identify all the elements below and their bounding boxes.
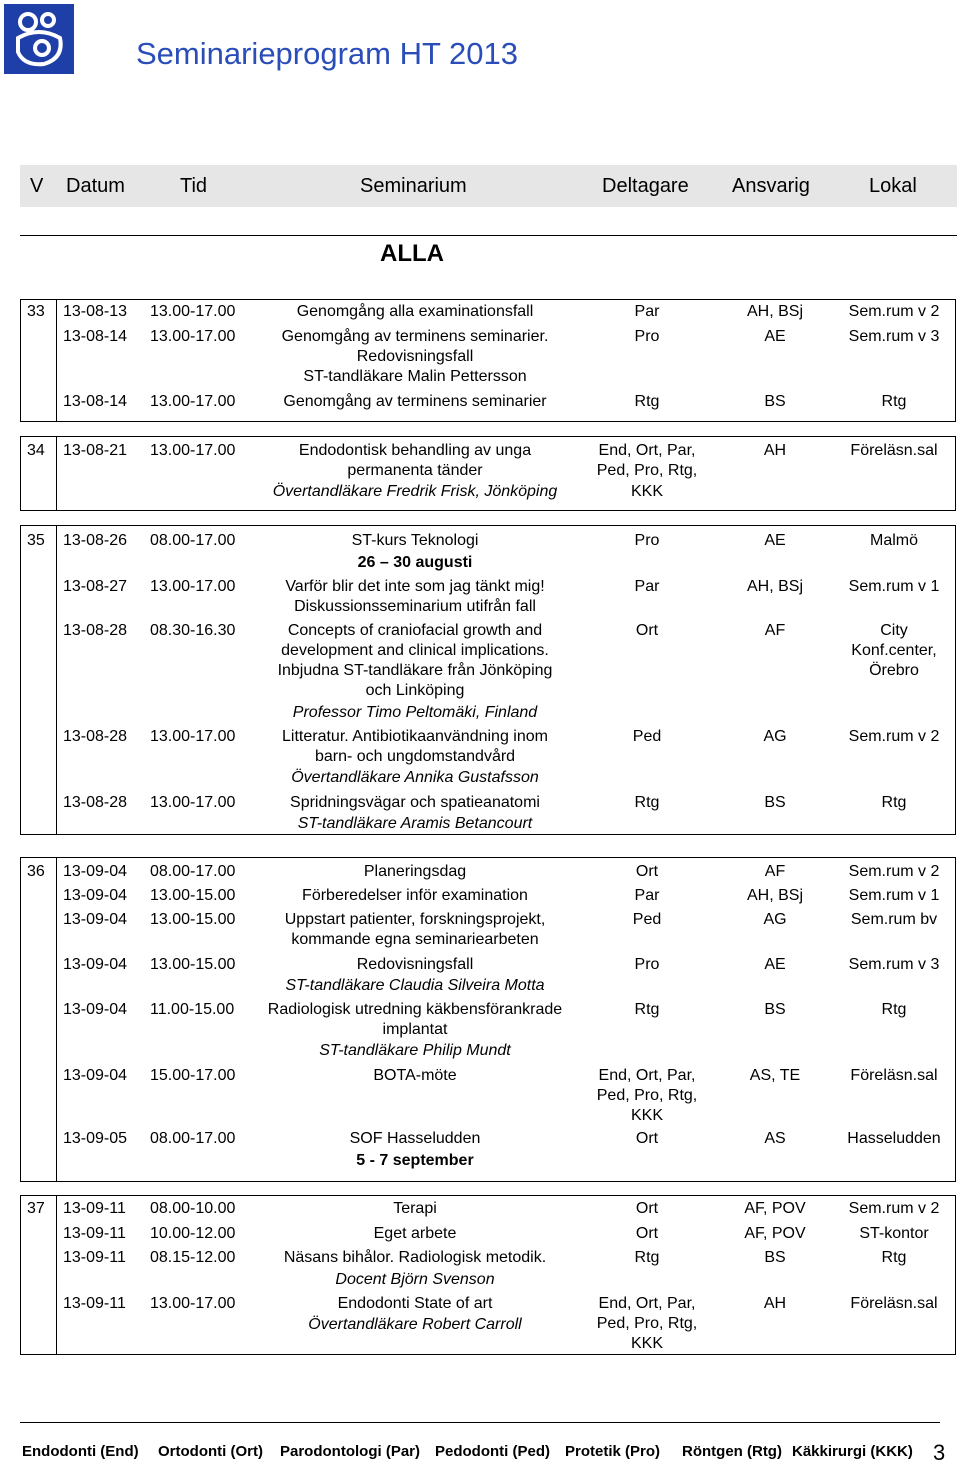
- week-divider: [56, 300, 57, 421]
- row-participants: Ort: [635, 1200, 659, 1217]
- week-divider: [56, 526, 57, 834]
- row-seminar: Endodontisk behandling av unga: [298, 442, 532, 459]
- row-room-line: Konf.center,: [851, 642, 937, 659]
- row-responsible: AF: [764, 622, 786, 639]
- row-room: City: [880, 622, 908, 639]
- legend-ortodonti: Ortodonti (Ort): [158, 1443, 263, 1460]
- row-seminar: Endodonti State of art: [337, 1295, 493, 1312]
- week-divider: [56, 858, 57, 1181]
- row-responsible: AH, BSj: [746, 578, 803, 595]
- row-date: 13-09-04: [63, 956, 128, 973]
- row-seminar: Litteratur. Antibiotikaanvändning inom: [282, 728, 548, 745]
- row-date: 13-09-04: [63, 1001, 128, 1018]
- row-seminar-speaker: ST-tandläkare Claudia Silveira Motta: [285, 977, 545, 994]
- legend-kakkirurgi: Käkkirurgi (KKK): [792, 1443, 913, 1460]
- legend-protetik: Protetik (Pro): [565, 1443, 661, 1460]
- row-responsible: AH: [763, 1295, 787, 1312]
- row-participants: Ort: [635, 1225, 659, 1242]
- row-room: Hasseludden: [847, 1130, 941, 1147]
- week-number: 34: [27, 442, 45, 459]
- row-participants: Pro: [634, 328, 660, 345]
- row-responsible: AF, POV: [744, 1200, 806, 1217]
- mother-child-logo-icon: [4, 4, 74, 74]
- row-room: Sem.rum v 3: [848, 328, 940, 345]
- row-room: Sem.rum v 3: [848, 956, 940, 973]
- row-seminar: Eget arbete: [373, 1225, 457, 1242]
- row-time: 13.00-15.00: [150, 956, 236, 973]
- row-date: 13-08-14: [63, 393, 128, 410]
- row-seminar: Näsans bihålor. Radiologisk metodik.: [283, 1249, 547, 1266]
- row-seminar: Radiologisk utredning käkbensförankrade: [267, 1001, 563, 1018]
- row-participants-line: KKK: [630, 1335, 663, 1352]
- row-date: 13-08-13: [63, 303, 128, 320]
- row-seminar-speaker: Docent Björn Svenson: [335, 1271, 495, 1288]
- row-time: 13.00-17.00: [150, 794, 236, 811]
- row-date: 13-09-04: [63, 863, 128, 880]
- row-time: 13.00-17.00: [150, 328, 236, 345]
- header-responsible: Ansvarig: [732, 175, 810, 197]
- row-room: Sem.rum bv: [850, 911, 938, 928]
- row-responsible: AH, BSj: [746, 887, 803, 904]
- row-room: Sem.rum v 1: [848, 578, 940, 595]
- row-responsible: AH, BSj: [746, 303, 803, 320]
- row-seminar-speaker: Övertandläkare Robert Carroll: [308, 1316, 522, 1333]
- row-participants-line: Ped, Pro, Rtg,: [596, 1315, 698, 1332]
- row-room: Rtg: [881, 1001, 907, 1018]
- row-time: 08.00-10.00: [150, 1200, 236, 1217]
- row-responsible: AS: [764, 1130, 786, 1147]
- row-date: 13-08-26: [63, 532, 128, 549]
- row-room: Sem.rum v 2: [848, 1200, 940, 1217]
- row-room: Sem.rum v 1: [848, 887, 940, 904]
- row-time: 08.00-17.00: [150, 863, 236, 880]
- row-participants: End, Ort, Par,: [598, 1067, 696, 1084]
- row-seminar-line: development and clinical implications.: [281, 642, 549, 659]
- row-seminar: Concepts of craniofacial growth and: [287, 622, 543, 639]
- row-responsible: AG: [763, 728, 787, 745]
- row-seminar-speaker: Övertandläkare Fredrik Frisk, Jönköping: [272, 483, 558, 500]
- document-title: Seminarieprogram HT 2013: [136, 36, 518, 71]
- row-room: Sem.rum v 2: [848, 303, 940, 320]
- header-week: V: [30, 175, 44, 197]
- row-seminar: Genomgång av terminens seminarier: [283, 393, 547, 410]
- week-number: 37: [27, 1200, 45, 1217]
- row-room: Rtg: [881, 1249, 907, 1266]
- row-responsible: AE: [764, 532, 786, 549]
- row-responsible: AS, TE: [749, 1067, 801, 1084]
- row-seminar-speaker: Professor Timo Peltomäki, Finland: [292, 704, 538, 721]
- week-number: 33: [27, 303, 45, 320]
- row-participants-line: Ped, Pro, Rtg,: [596, 462, 698, 479]
- row-seminar-line: Diskussionsseminarium utifrån fall: [294, 598, 536, 615]
- row-date: 13-09-04: [63, 887, 128, 904]
- row-time: 08.00-17.00: [150, 532, 236, 549]
- row-seminar-line: ST-tandläkare Malin Pettersson: [303, 368, 527, 385]
- header-seminar: Seminarium: [360, 175, 467, 197]
- row-seminar-line: kommande egna seminariearbeten: [291, 931, 539, 948]
- row-time: 08.00-17.00: [150, 1130, 236, 1147]
- section-label: ALLA: [380, 240, 444, 267]
- row-date: 13-09-11: [63, 1225, 126, 1242]
- row-time: 13.00-17.00: [150, 393, 236, 410]
- row-seminar-line: och Linköping: [365, 682, 465, 699]
- row-date: 13-08-27: [63, 578, 128, 595]
- row-date: 13-09-04: [63, 1067, 128, 1084]
- row-participants-line: Ped, Pro, Rtg,: [596, 1087, 698, 1104]
- row-participants: Par: [634, 887, 660, 904]
- row-responsible: AH: [763, 442, 787, 459]
- row-participants: End, Ort, Par,: [598, 442, 696, 459]
- row-room: Malmö: [869, 532, 918, 549]
- legend-rontgen: Röntgen (Rtg): [682, 1443, 782, 1460]
- row-seminar: SOF Hasseludden: [349, 1130, 481, 1147]
- row-responsible: AF, POV: [744, 1225, 806, 1242]
- row-time: 13.00-17.00: [150, 1295, 236, 1312]
- row-seminar: Uppstart patienter, forskningsprojekt,: [284, 911, 546, 928]
- legend-parodontologi: Parodontologi (Par): [280, 1443, 420, 1460]
- row-participants: Pro: [634, 956, 660, 973]
- week-divider: [56, 437, 57, 510]
- row-time: 13.00-17.00: [150, 303, 236, 320]
- row-seminar: Genomgång alla examinationsfall: [296, 303, 534, 320]
- page-number: 3: [933, 1440, 946, 1465]
- row-room: Sem.rum v 2: [848, 863, 940, 880]
- row-participants: Ped: [632, 911, 662, 928]
- row-date: 13-08-28: [63, 622, 128, 639]
- header-room: Lokal: [869, 175, 917, 197]
- row-responsible: BS: [764, 794, 786, 811]
- header-participants: Deltagare: [602, 175, 689, 197]
- row-responsible: AG: [763, 911, 787, 928]
- row-date: 13-09-11: [63, 1249, 126, 1266]
- row-participants: Pro: [634, 532, 660, 549]
- row-time: 13.00-15.00: [150, 911, 236, 928]
- header-time: Tid: [180, 175, 208, 197]
- row-responsible: AF: [764, 863, 786, 880]
- row-seminar: Varför blir det inte som jag tänkt mig!: [285, 578, 545, 595]
- row-seminar-speaker: ST-tandläkare Aramis Betancourt: [297, 815, 533, 832]
- row-time: 08.15-12.00: [150, 1249, 236, 1266]
- row-seminar-dates: 5 - 7 september: [356, 1152, 474, 1169]
- row-room: Föreläsn.sal: [850, 1067, 938, 1084]
- row-date: 13-09-04: [63, 911, 128, 928]
- row-date: 13-09-05: [63, 1130, 128, 1147]
- row-responsible: AE: [764, 328, 786, 345]
- row-room: Föreläsn.sal: [850, 1295, 938, 1312]
- header-date: Datum: [66, 175, 125, 197]
- row-participants: End, Ort, Par,: [598, 1295, 696, 1312]
- row-seminar-line: Inbjudna ST-tandläkare från Jönköping: [277, 662, 553, 679]
- legend-pedodonti: Pedodonti (Ped): [435, 1443, 550, 1460]
- row-time: 13.00-17.00: [150, 728, 236, 745]
- row-participants: Par: [634, 303, 660, 320]
- row-participants: Ort: [635, 863, 659, 880]
- row-responsible: BS: [764, 1001, 786, 1018]
- header-divider: [20, 235, 957, 236]
- row-participants: Rtg: [634, 393, 660, 410]
- row-date: 13-09-11: [63, 1200, 126, 1217]
- row-time: 15.00-17.00: [150, 1067, 236, 1084]
- row-date: 13-08-21: [63, 442, 128, 459]
- row-room: Sem.rum v 2: [848, 728, 940, 745]
- row-participants: Rtg: [634, 1249, 660, 1266]
- row-responsible: BS: [764, 1249, 786, 1266]
- row-seminar: Terapi: [393, 1200, 437, 1217]
- row-time: 13.00-17.00: [150, 578, 236, 595]
- row-participants: Par: [634, 578, 660, 595]
- row-seminar: Redovisningsfall: [356, 956, 474, 973]
- row-time: 13.00-17.00: [150, 442, 236, 459]
- row-date: 13-08-28: [63, 728, 128, 745]
- row-seminar-line: barn- och ungdomstandvård: [314, 748, 516, 765]
- row-time: 11.00-15.00: [150, 1001, 235, 1018]
- row-participants: Rtg: [634, 1001, 660, 1018]
- row-participants-line: KKK: [630, 483, 663, 500]
- row-room: Rtg: [881, 393, 907, 410]
- row-time: 13.00-15.00: [150, 887, 236, 904]
- row-seminar-speaker: ST-tandläkare Philip Mundt: [319, 1042, 511, 1059]
- row-seminar-speaker: Övertandläkare Annika Gustafsson: [291, 769, 539, 786]
- legend-endodonti: Endodonti (End): [22, 1443, 139, 1460]
- week-number: 35: [27, 532, 45, 549]
- row-participants: Ped: [632, 728, 662, 745]
- row-seminar: Planeringsdag: [363, 863, 467, 880]
- footer-divider: [20, 1422, 940, 1423]
- week-divider: [56, 1196, 57, 1354]
- row-room: Rtg: [881, 794, 907, 811]
- row-date: 13-08-14: [63, 328, 128, 345]
- row-participants: Ort: [635, 1130, 659, 1147]
- row-seminar: Spridningsvägar och spatieanatomi: [290, 794, 540, 811]
- row-time: 10.00-12.00: [150, 1225, 236, 1242]
- row-room-line: Örebro: [869, 662, 919, 679]
- row-seminar-dates: 26 – 30 augusti: [357, 554, 473, 571]
- row-seminar: ST-kurs Teknologi: [351, 532, 479, 549]
- column-header-band: [20, 165, 957, 207]
- row-responsible: BS: [764, 393, 786, 410]
- row-date: 13-08-28: [63, 794, 128, 811]
- row-seminar: Förberedelser inför examination: [302, 887, 528, 904]
- row-date: 13-09-11: [63, 1295, 126, 1312]
- row-seminar: Genomgång av terminens seminarier.: [281, 328, 549, 345]
- row-seminar-line: Redovisningsfall: [356, 348, 474, 365]
- week-number: 36: [27, 863, 45, 880]
- row-seminar-line: permanenta tänder: [347, 462, 483, 479]
- row-seminar: BOTA-möte: [373, 1067, 457, 1084]
- row-participants-line: KKK: [630, 1107, 663, 1124]
- row-room: Föreläsn.sal: [850, 442, 938, 459]
- logo: [4, 4, 74, 74]
- row-time: 08.30-16.30: [150, 622, 236, 639]
- row-seminar-line: implantat: [382, 1021, 448, 1038]
- row-participants: Rtg: [634, 794, 660, 811]
- row-participants: Ort: [635, 622, 659, 639]
- row-responsible: AE: [764, 956, 786, 973]
- row-room: ST-kontor: [859, 1225, 929, 1242]
